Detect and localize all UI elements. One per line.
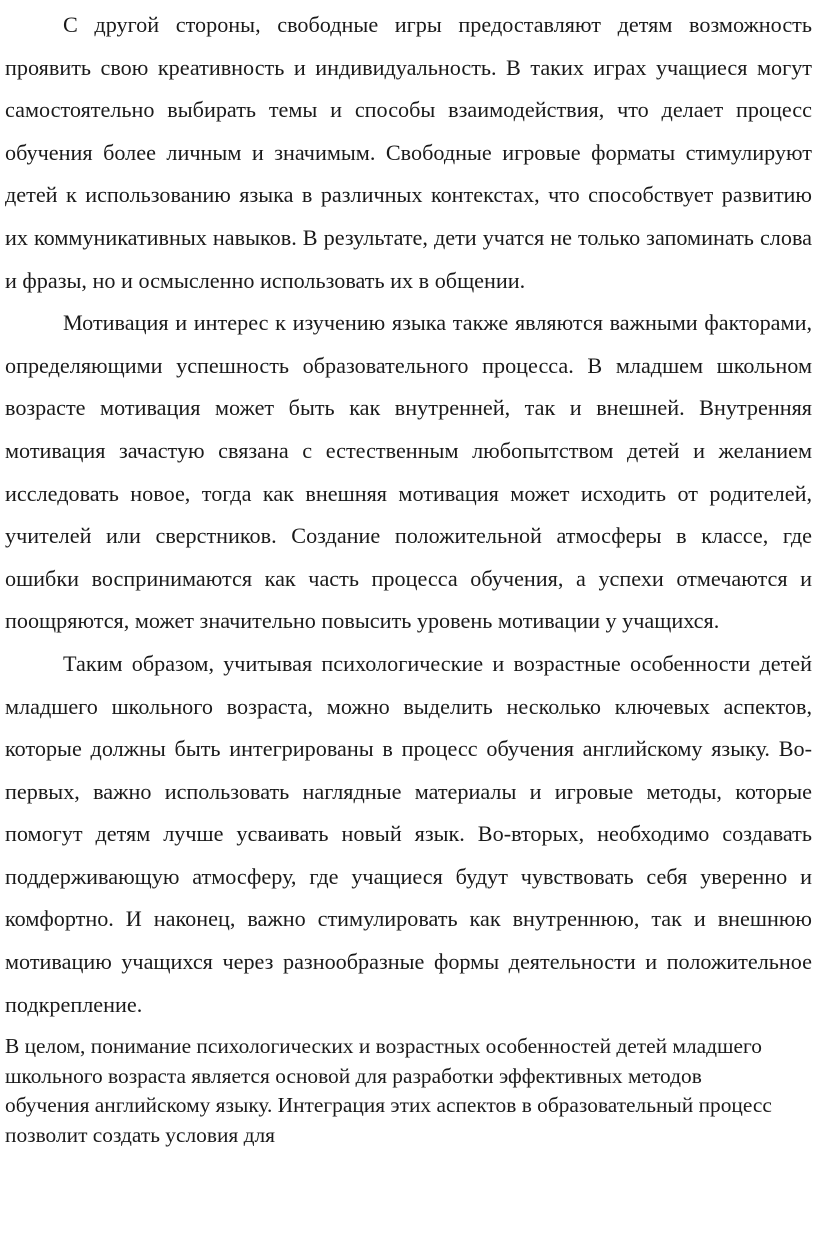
paragraph-motivation: Мотивация и интерес к изучению языка также являются важными факторами, определяющими успешность образовательного процесса. В младшем школьном возрасте мотивация может быть как внутренней, так и внешней. Внутренняя мотивация зачастую связана с естественным любопытством детей и желанием исследовать новое, тогда как внешняя мотивация может исходить от родителей, учителей или сверстников. Создание положительной атмосферы в классе, где ошибки воспринимаются как часть процесса обучения, а успехи отмечаются и поощряются, может значительно повысить уровень мотивации у учащихся. — [5, 310, 812, 634]
paragraph-free-games: С другой стороны, свободные игры предоставляют детям возможность проявить свою креативность и индивидуальность. В таких играх учащиеся могут самостоятельно выбирать темы и способы взаимодействия, что делает процесс обучения более личным и значимым. Свободные игровые форматы стимулируют детей к использованию языка в различных контекстах, что способствует развитию их коммуникативных навыков. В результате, дети учатся не только запоминать слова и фразы, но и осмысленно использовать их в общении. — [5, 12, 812, 293]
paragraph-conclusion-aspects: Таким образом, учитывая психологические и возрастные особенности детей младшего школьного возраста, можно выделить несколько ключевых аспектов, которые должны быть интегрированы в процесс обучения английскому языку. Во-первых, важно использовать наглядные материалы и игровые методы, которые помогут детям лучше усваивать новый язык. Во-вторых, необходимо создавать поддерживающую атмосферу, где учащиеся будут чувствовать себя уверенно и комфортно. И наконец, важно стимулировать как внутреннюю, так и внешнюю мотивацию учащихся через разнообразные формы деятельности и положительное подкрепление. — [5, 650, 812, 1017]
paragraph-closing: В целом, понимание психологических и возрастных особенностей детей младшего школьного возраста является основой для разработки эффективных методов обучения английскому языку. Интеграция этих аспектов в образовательный процесс позволит создать условия для — [5, 1034, 772, 1148]
